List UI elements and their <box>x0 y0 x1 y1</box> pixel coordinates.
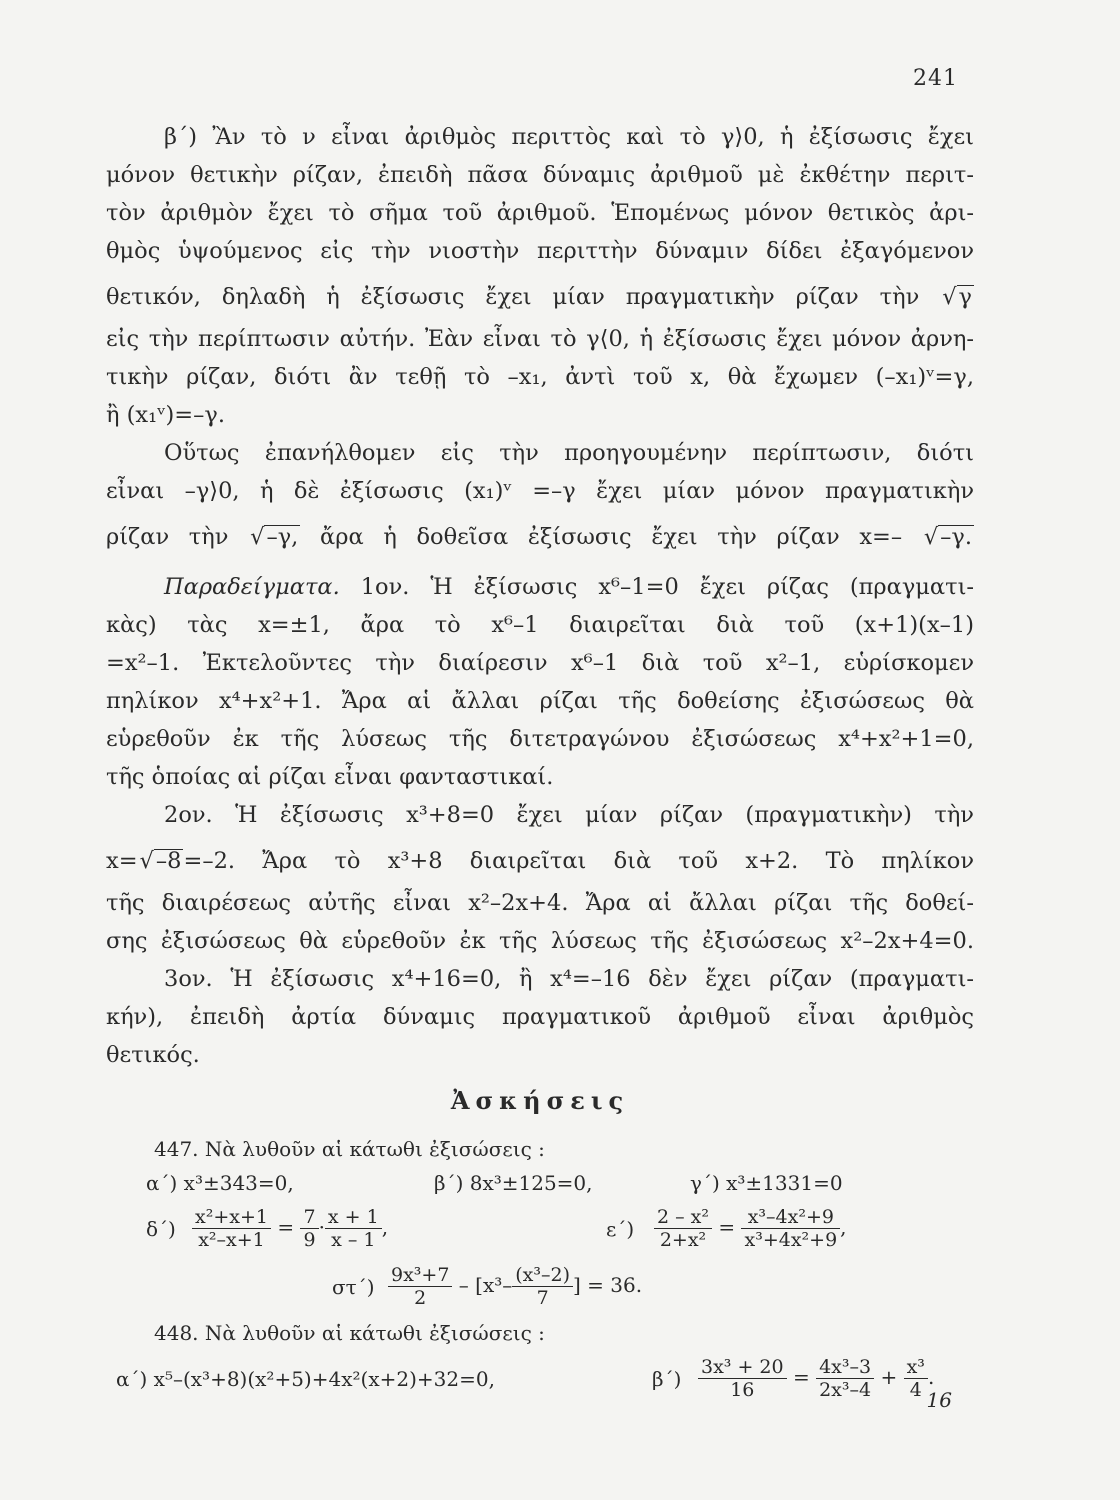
radicand: γ <box>958 284 972 310</box>
exercise-447d-label: δ΄) <box>146 1217 176 1241</box>
fraction <box>512 1264 573 1309</box>
exercise-447a: α΄) x³±343=0, <box>146 1171 294 1195</box>
radical: √–8 <box>139 848 182 874</box>
fraction <box>816 1356 874 1401</box>
exercise-row <box>106 1350 974 1408</box>
denominator: 9 <box>303 1229 316 1251</box>
text-line: Οὕτως ἐπανήλθομεν εἰς τὴν προηγουμένην περίπτωσιν, διότι <box>164 440 974 466</box>
exercise-447e <box>654 1206 847 1251</box>
numerator: x³ <box>904 1356 928 1379</box>
fraction <box>300 1206 318 1251</box>
text-line: εἶναι –γ⟩0, ἡ δὲ ἐξίσωσις (x₁)ᵛ =–γ ἔχει μίαν μόνον πραγματικὴν <box>106 478 974 504</box>
text-line: τῆς ὁποίας αἱ ρίζαι εἶναι φανταστικαί. <box>106 764 554 790</box>
body-text <box>106 118 974 1408</box>
text-fragment: θετικόν, δηλαδὴ ἡ ἐξίσωσις ἔχει μίαν πραγματικὴν ρίζαν τὴν <box>106 284 920 310</box>
denominator: 2 <box>414 1287 427 1309</box>
exercise-447st <box>388 1264 642 1309</box>
text-line: θμὸς ὑψούμενος εἰς τὴν νιοστὴν περιττὴν δύναμιν δίδει ἐξαγόμενον <box>106 238 974 264</box>
radical: √–γ. <box>923 524 973 550</box>
text-line <box>106 510 974 560</box>
text-line: ἢ (x₁ᵛ)=–γ. <box>106 402 225 428</box>
numerator: 4x³–3 <box>816 1356 874 1379</box>
exercise-448a: α΄) x⁵–(x³+8)(x²+5)+4x²(x+2)+32=0, <box>116 1367 495 1391</box>
text-fragment: ρίζαν τὴν <box>106 524 229 550</box>
fraction <box>654 1206 712 1251</box>
radicand: –8 <box>155 848 182 874</box>
exercise-448-title: 448. Νὰ λυθοῦν αἱ κάτωθι ἐξισώσεις : <box>154 1321 545 1345</box>
period: . <box>927 1365 935 1389</box>
equals-sign: = <box>718 1215 736 1239</box>
text-line <box>106 568 974 606</box>
comma: , <box>381 1215 389 1239</box>
comma: , <box>840 1215 847 1239</box>
text-line: τῆς διαιρέσεως αὐτῆς εἶναι x²–2x+4. Ἄρα αἱ ἄλλαι ρίζαι τῆς δοθεί- <box>106 890 974 916</box>
text-fragment: x= <box>106 848 138 874</box>
fraction <box>388 1264 452 1309</box>
exercise-447-title: 447. Νὰ λυθοῦν αἱ κάτωθι ἐξισώσεις : <box>154 1137 545 1161</box>
fraction <box>904 1356 928 1401</box>
plus-sign: + <box>880 1365 898 1389</box>
denominator: 4 <box>909 1379 922 1401</box>
exercise-447st-label: στ΄) <box>332 1275 375 1299</box>
numerator: (x³–2) <box>512 1264 573 1287</box>
fraction <box>325 1206 382 1251</box>
text-fragment: =–2. Ἄρα τὸ x³+8 διαιρεῖται διὰ τοῦ x+2. Τὸ πηλίκον <box>183 848 974 874</box>
numerator: x + 1 <box>325 1206 382 1229</box>
exercise-447b: β΄) 8x³±125=0, <box>434 1171 593 1195</box>
text-line: μόνον θετικὴν ρίζαν, ἐπειδὴ πᾶσα δύναμις ἀριθμοῦ μὲ ἐκθέτην περιτ- <box>106 162 974 188</box>
numerator: x³–4x²+9 <box>741 1206 840 1229</box>
exercise-title <box>106 1316 974 1350</box>
text-fragment: ἄρα ἡ δοθεῖσα ἐξίσωσις ἔχει τὴν ρίζαν x=– <box>320 524 903 550</box>
exercise-row <box>106 1166 974 1200</box>
denominator: 7 <box>536 1287 549 1309</box>
text-line: θετικός. <box>106 1042 200 1068</box>
fraction <box>698 1356 787 1401</box>
exercise-447e-label: ε΄) <box>606 1217 635 1241</box>
page-number: 241 <box>913 66 958 91</box>
radicand: –γ, <box>266 524 299 550</box>
numerator: 9x³+7 <box>388 1264 452 1287</box>
text-line: κὰς) τὰς x=±1, ἄρα τὸ x⁶–1 διαιρεῖται διὰ τοῦ (x+1)(x–1) <box>106 612 974 638</box>
text-line: β΄) Ἂν τὸ ν εἶναι ἀριθμὸς περιττὸς καὶ τὸ γ⟩0, ἡ ἐξίσωσις ἔχει <box>164 124 974 150</box>
text-line <box>106 270 974 320</box>
text-line <box>106 834 974 884</box>
numerator: 7 <box>300 1206 318 1229</box>
text-line: =x²–1. Ἐκτελοῦντες τὴν διαίρεσιν x⁶–1 διὰ τοῦ x²–1, εὑρίσκομεν <box>106 650 974 676</box>
text-line: εἰς τὴν περίπτωσιν αὐτήν. Ἐὰν εἶναι τὸ γ⟨0, ἡ ἐξίσωσις ἔχει μόνον ἀρνη- <box>106 326 974 352</box>
denominator: x³+4x²+9 <box>744 1229 838 1251</box>
numerator: 3x³ + 20 <box>698 1356 787 1379</box>
numerator: 2 – x² <box>654 1206 712 1229</box>
text-line: πηλίκον x⁴+x²+1. Ἄρα αἱ ἄλλαι ρίζαι τῆς δοθείσης ἐξισώσεως θὰ <box>106 688 974 714</box>
exercise-447c: γ΄) x³±1331=0 <box>690 1171 843 1195</box>
denominator: 2x³–4 <box>819 1379 872 1401</box>
denominator: x²–x+1 <box>198 1229 265 1251</box>
text-line: σης ἐξισώσεως θὰ εὑρεθοῦν ἐκ τῆς λύσεως τῆς ἐξισώσεως x²–2x+4=0. <box>106 928 974 954</box>
examples-title: Παραδείγματα. <box>164 574 340 600</box>
text-line: τὸν ἀριθμὸν ἔχει τὸ σῆμα τοῦ ἀριθμοῦ. Ἑπομένως μόνον θετικὸς ἀρι- <box>106 200 974 226</box>
exercises-heading: Ἀσκήσεις <box>450 1086 630 1115</box>
text-line: τικὴν ρίζαν, διότι ἂν τεθῇ τὸ –x₁, ἀντὶ τοῦ x, θὰ ἔχωμεν (–x₁)ᵛ=γ, <box>106 364 974 390</box>
text-line: εὑρεθοῦν ἐκ τῆς λύσεως τῆς διτετραγώνου ἐξισώσεως x⁴+x²+1=0, <box>106 726 974 752</box>
equals-sign: = <box>277 1215 295 1239</box>
text-line: κήν), ἐπειδὴ ἀρτία δύναμις πραγματικοῦ ἀριθμοῦ εἶναι ἀριθμὸς <box>106 1004 974 1030</box>
radical: √–γ, <box>250 524 299 550</box>
exercise-title <box>106 1132 974 1166</box>
denominator: 16 <box>730 1379 755 1401</box>
fraction <box>192 1206 271 1251</box>
expression-part: ] = 36. <box>573 1273 643 1297</box>
exercise-447d <box>192 1206 388 1251</box>
text-fragment: 1ον. Ἡ ἐξίσωσις x⁶–1=0 ἔχει ρίζας (πραγματι- <box>360 574 974 600</box>
text-line: 2ον. Ἡ ἐξίσωσις x³+8=0 ἔχει μίαν ρίζαν (πραγματικὴν) τὴν <box>164 802 974 828</box>
exercise-row <box>106 1258 974 1316</box>
numerator: x²+x+1 <box>192 1206 271 1229</box>
text-line: 3ον. Ἡ ἐξίσωσις x⁴+16=0, ἢ x⁴=–16 δὲν ἔχει ρίζαν (πραγματι- <box>164 966 974 992</box>
exercise-448b <box>698 1356 934 1401</box>
exercise-row <box>106 1200 974 1258</box>
exercise-448b-label: β΄) <box>652 1367 682 1391</box>
radicand: –γ. <box>940 524 973 550</box>
fraction <box>741 1206 840 1251</box>
dot: · <box>318 1215 325 1239</box>
equals-sign: = <box>792 1365 810 1389</box>
denominator: x – 1 <box>331 1229 376 1251</box>
radical: √γ <box>942 284 972 310</box>
denominator: 2+x² <box>659 1229 707 1251</box>
signature-mark: 16 <box>926 1388 952 1412</box>
expression-part: – [x³– <box>458 1273 513 1297</box>
